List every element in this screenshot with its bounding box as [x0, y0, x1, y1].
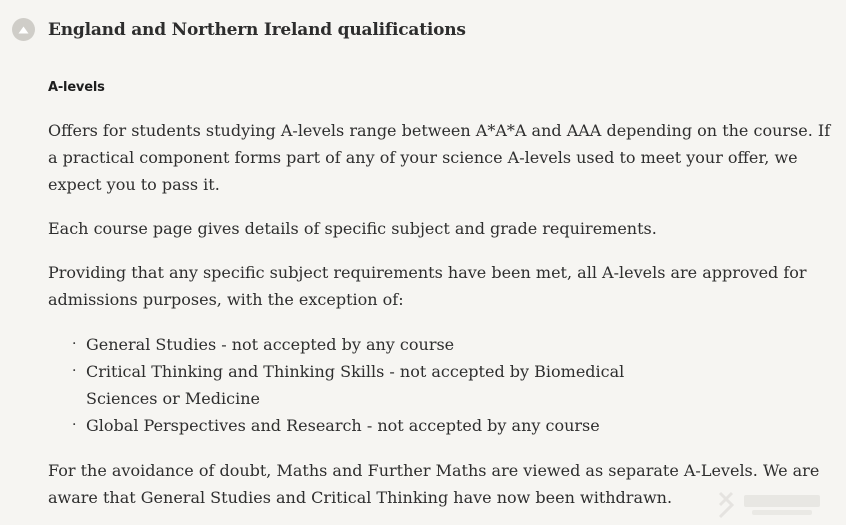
- bullet-icon: ·: [72, 417, 77, 433]
- list-item: [72, 331, 632, 358]
- list-item-text: Critical Thinking and Thinking Skills - not accepted by Biomedical Sciences or Medicine: [86, 362, 625, 408]
- list-item: [72, 412, 632, 439]
- bullet-icon: ·: [72, 363, 77, 379]
- list-item: [72, 358, 632, 412]
- section-content: [48, 80, 833, 511]
- list-item-text: General Studies - not accepted by any course: [86, 335, 455, 354]
- offers-paragraph: Offers for students studying A-levels range between A*A*A and AAA depending on the course. If a practical component forms part of any of your science A-levels used to meet your offer, we expect you to pass it.: [48, 121, 831, 194]
- approved-alevels-paragraph: Providing that any specific subject requirements have been met, all A-levels are approved for admissions purposes, with the exception of:: [48, 263, 807, 309]
- chevron-up-icon[interactable]: [12, 18, 35, 41]
- list-item-text: Global Perspectives and Research - not accepted by any course: [86, 416, 600, 435]
- course-page-paragraph: Each course page gives details of specific subject and grade requirements.: [48, 219, 657, 238]
- watermark-logo: [712, 487, 830, 521]
- exceptions-list: [48, 331, 632, 439]
- section-title: England and Northern Ireland qualifications: [48, 19, 466, 40]
- a-levels-heading: A-levels: [48, 80, 105, 95]
- bullet-icon: ·: [72, 336, 77, 352]
- section-toggle[interactable]: [12, 18, 466, 41]
- maths-paragraph: For the avoidance of doubt, Maths and Further Maths are viewed as separate A-Levels. We are aware that General Studies and Critical Thinking have now been withdrawn.: [48, 461, 820, 507]
